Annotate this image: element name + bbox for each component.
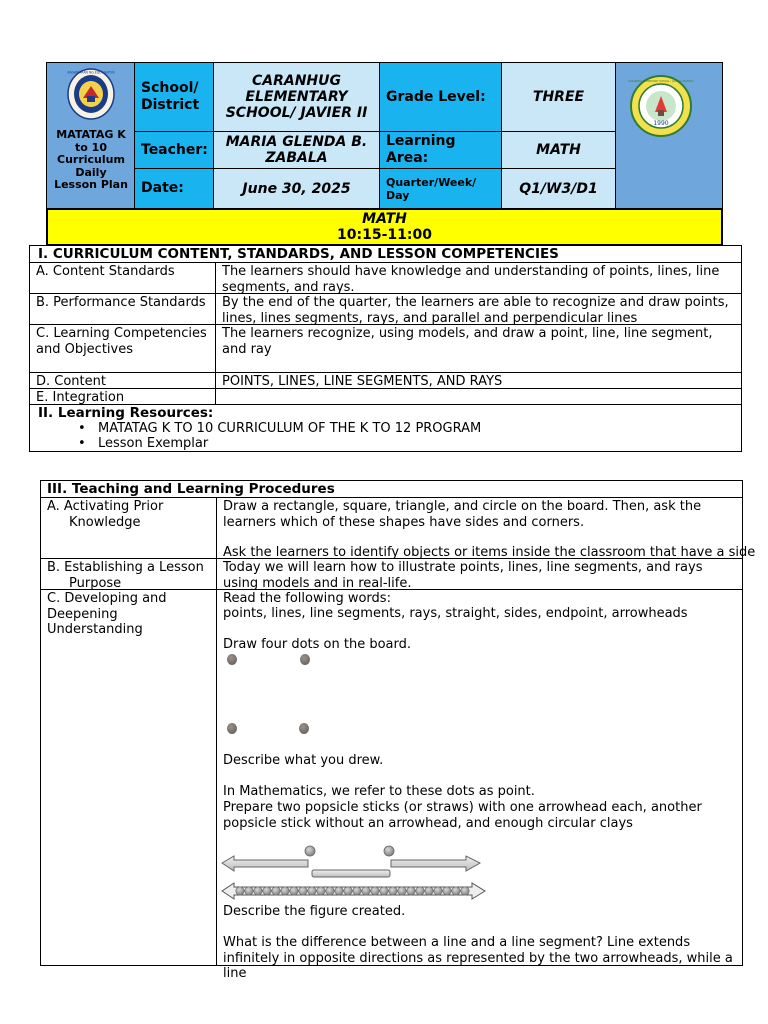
bullet-icon: • (78, 436, 86, 451)
performance-standards-text: By the end of the quarter, the learners are able to recognize and draw points, lines, lines segments, rays, and parallel and perpendicular lines (215, 293, 742, 325)
banner-subject: MATH (362, 211, 407, 227)
school-seal-icon (628, 74, 694, 138)
bullet-icon: • (78, 421, 86, 436)
purpose-text: Today we will learn how to illustrate points, lines, line segments, and rays using models and in real-life. (216, 558, 743, 590)
qwd-value: Q1/W3/D1 (501, 168, 616, 209)
ray-left-arrow (222, 856, 308, 871)
read-words: Read the following words: (223, 591, 391, 606)
math-dots-point: In Mathematics, we refer to these dots as point. (223, 784, 535, 799)
segment-stick (312, 870, 390, 877)
content-standards-text: The learners should have knowledge and understanding of points, lines, line segments, and rays. (215, 262, 742, 294)
purpose-label-text: B. Establishing a Lesson Purpose (47, 560, 204, 591)
describe-figure: Describe the figure created. (223, 904, 406, 919)
activating-text-2: Ask the learners to identify objects or items inside the classroom that have a side (223, 545, 756, 560)
purpose-label (40, 558, 217, 590)
content-label: D. Content (29, 372, 216, 389)
ray-right-arrow (391, 856, 480, 871)
learning-resources-title: II. Learning Resources: (38, 405, 214, 421)
svg-text:KAGAWARAN NG EDUKASYON: KAGAWARAN NG EDUKASYON (67, 70, 115, 75)
point-dot (299, 723, 309, 734)
deped-seal-column (47, 63, 134, 209)
describe-drew: Describe what you drew. (223, 753, 384, 768)
date-label: Date: (134, 168, 214, 209)
activating-label (40, 497, 217, 559)
developing-label: C. Developing and Deepening Understanding (40, 589, 217, 966)
draw-dots: Draw four dots on the board. (223, 637, 412, 652)
resource-item-text: Lesson Exemplar (98, 436, 209, 451)
competencies-text: The learners recognize, using models, and draw a point, line, line segment, and ray (215, 324, 742, 373)
activating-text (216, 497, 756, 560)
banner-time: 10:15-11:00 (337, 227, 432, 243)
school-value: CARANHUG ELEMENTARY SCHOOL/ JAVIER II (213, 62, 380, 132)
date-value: June 30, 2025 (213, 168, 380, 209)
resource-item (78, 436, 208, 452)
section3-title: III. Teaching and Learning Procedures (40, 480, 743, 498)
point-dot (300, 654, 310, 665)
content-standards-label: A. Content Standards (29, 262, 216, 294)
activating-label-text: A. Activating Prior Knowledge (47, 499, 164, 530)
word-list: points, lines, line segments, rays, straight, sides, endpoint, arrowheads (223, 606, 688, 621)
area-value: MATH (501, 131, 616, 169)
integration-label: E. Integration (29, 388, 216, 405)
content-text: POINTS, LINES, LINE SEGMENTS, AND RAYS (215, 372, 742, 389)
point-dot (227, 723, 237, 734)
teacher-value: MARIA GLENDA B. ZABALA (213, 131, 380, 169)
svg-text:CARANHUG ELEMENTARY SCHOOL • J: CARANHUG ELEMENTARY SCHOOL • JAVIER II DISTRICT (628, 80, 694, 83)
popsicle-stick-figure (220, 843, 488, 903)
competencies-label: C. Learning Competencies and Objectives (29, 324, 216, 373)
resource-item-text: MATATAG K TO 10 CURRICULUM OF THE K TO 12 PROGRAM (98, 421, 482, 436)
line-vs-segment: What is the difference between a line and a line segment? Line extends infinitely in opposite directions as represented by the two arrowheads, while a line (223, 935, 733, 981)
side-label: MATATAG K to 10 Curriculum Daily Lesson Plan (54, 128, 128, 192)
performance-standards-label: B. Performance Standards (29, 293, 216, 325)
deped-seal-icon (67, 68, 115, 120)
integration-text (215, 388, 742, 405)
activating-text-1: Draw a rectangle, square, triangle, and circle on the board. Then, ask the learners which of these shapes have sides and corners. (223, 499, 702, 530)
teacher-label: Teacher: (134, 131, 214, 169)
grade-value: THREE (501, 62, 616, 132)
endpoint-clay (384, 846, 394, 856)
subject-banner (46, 208, 723, 246)
resource-item (78, 421, 481, 437)
school-label: School/ District (134, 62, 214, 132)
grade-label: Grade Level: (379, 62, 502, 132)
area-label: Learning Area: (379, 131, 502, 169)
qwd-label: Quarter/Week/ Day (379, 168, 502, 209)
endpoint-clay (305, 846, 315, 856)
point-dot (227, 654, 237, 665)
svg-text:1990: 1990 (653, 120, 669, 127)
prepare-sticks: Prepare two popsicle sticks (or straws) with one arrowhead each, another popsicle stick without an arrowhead, and enough circular clays (223, 800, 702, 831)
section1-title: I. CURRICULUM CONTENT, STANDARDS, AND LESSON COMPETENCIES (29, 245, 742, 263)
